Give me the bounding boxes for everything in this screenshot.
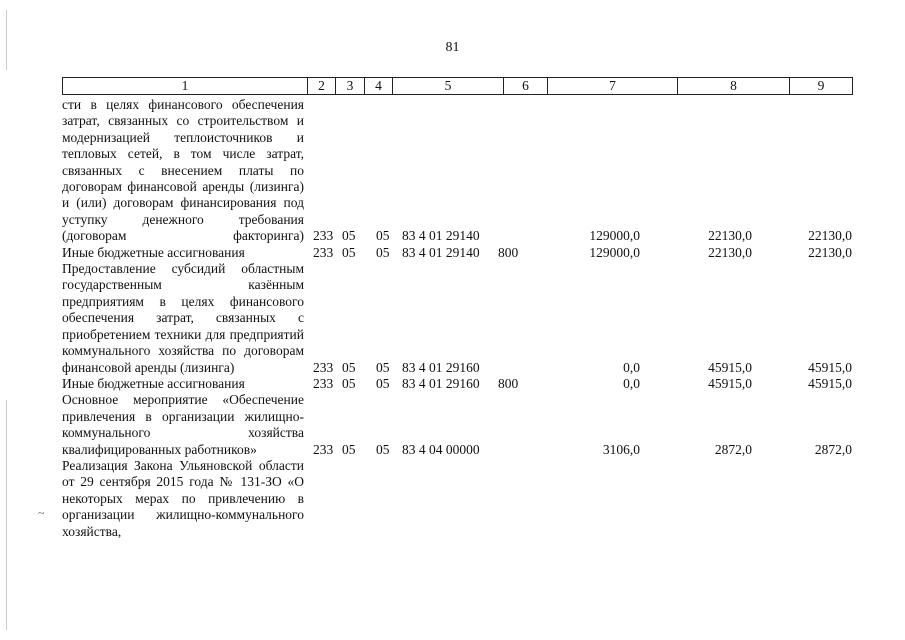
row-description: Основное мероприятие «Обеспечение привлечения в организации жилищно-коммунального хозяйства квалифицированных работников»	[62, 392, 304, 457]
cell-col5: 83 4 04 00000	[402, 441, 480, 457]
cell-col4: 05	[376, 244, 390, 260]
col-header-5: 5	[393, 78, 504, 95]
page-number: 81	[445, 40, 460, 55]
table-row	[62, 458, 852, 540]
cell-col5: 83 4 01 29140	[402, 228, 480, 244]
scan-edge-line	[6, 10, 7, 70]
table-row	[62, 376, 852, 392]
cell-col5: 83 4 01 29140	[402, 244, 480, 260]
cell-col8: 45915,0	[708, 375, 752, 391]
cell-col5: 83 4 01 29160	[402, 375, 480, 391]
cell-col2: 233	[313, 244, 334, 260]
cell-col6: 800	[498, 244, 519, 260]
cell-col3: 05	[342, 441, 356, 457]
cell-col2: 233	[313, 441, 334, 457]
cell-col8: 45915,0	[708, 359, 752, 375]
cell-col4: 05	[376, 359, 390, 375]
cell-col7: 129000,0	[589, 228, 640, 244]
table-row	[62, 97, 852, 245]
cell-col7: 3106,0	[602, 441, 640, 457]
cell-col3: 05	[342, 228, 356, 244]
cell-col8: 2872,0	[714, 441, 752, 457]
cell-col8: 22130,0	[708, 244, 752, 260]
table-row	[62, 245, 852, 261]
col-header-9: 9	[790, 78, 853, 95]
cell-col2: 233	[313, 375, 334, 391]
column-header-row	[62, 77, 853, 95]
col-header-1: 1	[63, 78, 308, 95]
cell-col3: 05	[342, 375, 356, 391]
margin-mark: ~	[38, 506, 45, 520]
cell-col7: 0,0	[623, 359, 640, 375]
cell-col5: 83 4 01 29160	[402, 359, 480, 375]
cell-col4: 05	[376, 375, 390, 391]
row-description: Предоставление субсидий областным государственным казённым предприятиям в целях финансового обеспечения затрат, связанных с приобретением техники для предприятий коммунального хозяйства по договорам финансовой аренды (лизинга)	[62, 261, 304, 375]
cell-col9: 45915,0	[808, 375, 852, 391]
cell-col3: 05	[342, 359, 356, 375]
cell-col2: 233	[313, 228, 334, 244]
row-description: сти в целях финансового обеспечения затрат, связанных со строительством и модернизацией теплоисточников и тепловых сетей, в том числе затрат, связанных с внесением платы по договорам финансовой аренды (лизинга) и (или) договорам финансирования под уступку денежного требования (договорам факторинга)	[62, 97, 304, 244]
row-description: Иные бюджетные ассигнования	[62, 244, 245, 260]
cell-col2: 233	[313, 359, 334, 375]
cell-col9: 45915,0	[808, 359, 852, 375]
col-header-6: 6	[504, 78, 548, 95]
cell-col9: 2872,0	[814, 441, 852, 457]
cell-col8: 22130,0	[708, 228, 752, 244]
cell-col9: 22130,0	[808, 228, 852, 244]
col-header-2: 2	[308, 78, 336, 95]
cell-col7: 0,0	[623, 375, 640, 391]
table-row	[62, 392, 852, 458]
col-header-7: 7	[548, 78, 678, 95]
col-header-8: 8	[678, 78, 790, 95]
cell-col4: 05	[376, 228, 390, 244]
col-header-4: 4	[365, 78, 393, 95]
cell-col7: 129000,0	[589, 244, 640, 260]
col-header-3: 3	[336, 78, 365, 95]
row-description: Иные бюджетные ассигнования	[62, 375, 245, 391]
table-row	[62, 261, 852, 376]
cell-col3: 05	[342, 244, 356, 260]
cell-col6: 800	[498, 375, 519, 391]
cell-col4: 05	[376, 441, 390, 457]
scan-edge-line	[6, 400, 7, 630]
cell-col9: 22130,0	[808, 244, 852, 260]
row-description: Реализация Закона Ульяновской области от 29 сентября 2015 года № 131-ЗО «О некоторых мерах по привлечению в организации жилищно-коммунального хозяйства,	[62, 457, 304, 539]
table-body	[62, 97, 852, 540]
